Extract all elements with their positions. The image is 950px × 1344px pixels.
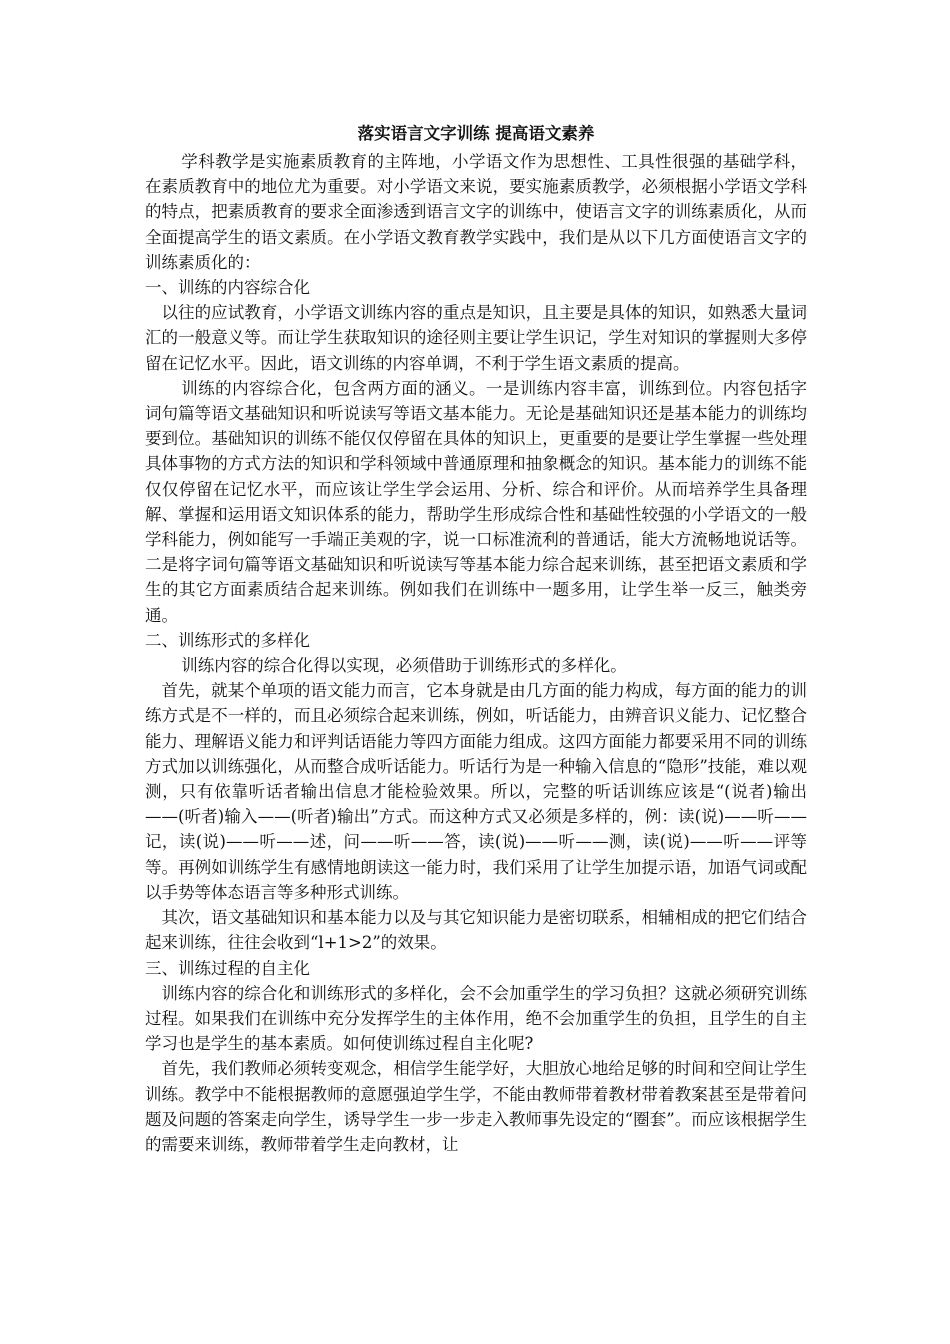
- document-title: 落实语言文字训练 提高语文素养: [357, 124, 595, 143]
- document-page: [145, 121, 807, 1157]
- paragraph: 首先，我们教师必须转变观念，相信学生能学好，大胆放心地给足够的时间和空间让学生训练。教学中不能根据教师的意愿强迫学生学，不能由教师带着教材带着教案甚至是带着问题及问题的答案走向学生，诱导学生一步一步走入教师事先设定的“圈套”。而应该根据学生的需要来训练，教师带着学生走向教材，让: [145, 1059, 807, 1154]
- paragraph: 以往的应试教育，小学语文训练内容的重点是知识，且主要是具体的知识，如熟悉大量词汇的一般意义等。而让学生获取知识的途径则主要让学生识记，学生对知识的掌握则大多停留在记忆水平。因此，语文训练的内容单调，不利于学生语文素质的提高。: [145, 303, 807, 373]
- paragraph: 其次，语文基础知识和基本能力以及与其它知识能力是密切联系，相辅相成的把它们结合起来训练，往往会收到“l+1>2”的效果。: [145, 908, 807, 953]
- paragraph: 首先，就某个单项的语文能力而言，它本身就是由几方面的能力构成，每方面的能力的训练方式是不一样的，而且必须综合起来训练，例如，听话能力，由辨音识义能力、记忆整合能力、理解语义能力和评判话语能力等四方面能力组成。这四方面能力都要采用不同的训练方式加以训练强化，从而整合成听话能力。听话行为是一种输入信息的“隐形”技能，难以观测，只有依靠听话者输出信息才能检验效果。所以，完整的听话训练应该是“(说者)输出——(听者)输入——(听者)输出”方式。而这种方式又必须是多样的，例：读(说)——听——记，读(说)——听——述，问——听——答，读(说)——听——测，读(说)——听——评等等。再例如训练学生有感情地朗读这一能力时，我们采用了让学生加提示语，加语气词或配以手势等体态语言等多种形式训练。: [145, 681, 807, 902]
- paragraph: 学科教学是实施素质教育的主阵地，小学语文作为思想性、工具性很强的基础学科，在素质教育中的地位尤为重要。对小学语文来说，要实施素质教学，必须根据小学语文学科的特点，把素质教育的要求全面渗透到语言文字的训练中，使语言文字的训练素质化，从而全面提高学生的语文素质。在小学语文教育教学实践中，我们是从以下几方面使语言文字的训练素质化的：: [145, 152, 807, 272]
- paragraph: 训练内容的综合化得以实现，必须借助于训练形式的多样化。: [181, 656, 627, 676]
- document-body: [145, 149, 807, 1157]
- paragraph: 训练的内容综合化，包含两方面的涵义。一是训练内容丰富，训练到位。内容包括字词句篇等语文基础知识和听说读写等语文基本能力。无论是基础知识还是基本能力的训练均要到位。基础知识的训练不能仅仅停留在具体的知识上，更重要的是要让学生掌握一些处理具体事物的方式方法的知识和学科领域中普通原理和抽象概念的知识。基本能力的训练不能仅仅停留在记忆水平，而应该让学生学会运用、分析、综合和评价。从而培养学生具备理解、掌握和运用语文知识体系的能力，帮助学生形成综合性和基础性较强的小学语文的一般学科能力，例如能写一手端正美观的字，说一口标准流利的普通话，能大方流畅地说话等。二是将字词句篇等语文基础知识和听说读写等基本能力综合起来训练，甚至把语文素质和学生的其它方面素质结合起来训练。例如我们在训练中一题多用，让学生举一反三，触类旁通。: [145, 378, 807, 625]
- section-heading: 一、训练的内容综合化: [145, 278, 310, 298]
- paragraph: 训练内容的综合化和训练形式的多样化，会不会加重学生的学习负担？这就必须研究训练过程。如果我们在训练中充分发挥学生的主体作用，绝不会加重学生的负担，且学生的自主学习也是学生的基本素质。如何使训练过程自主化呢?: [145, 983, 807, 1054]
- section-heading: 三、训练过程的自主化: [145, 958, 310, 978]
- section-heading: 二、训练形式的多样化: [145, 630, 310, 650]
